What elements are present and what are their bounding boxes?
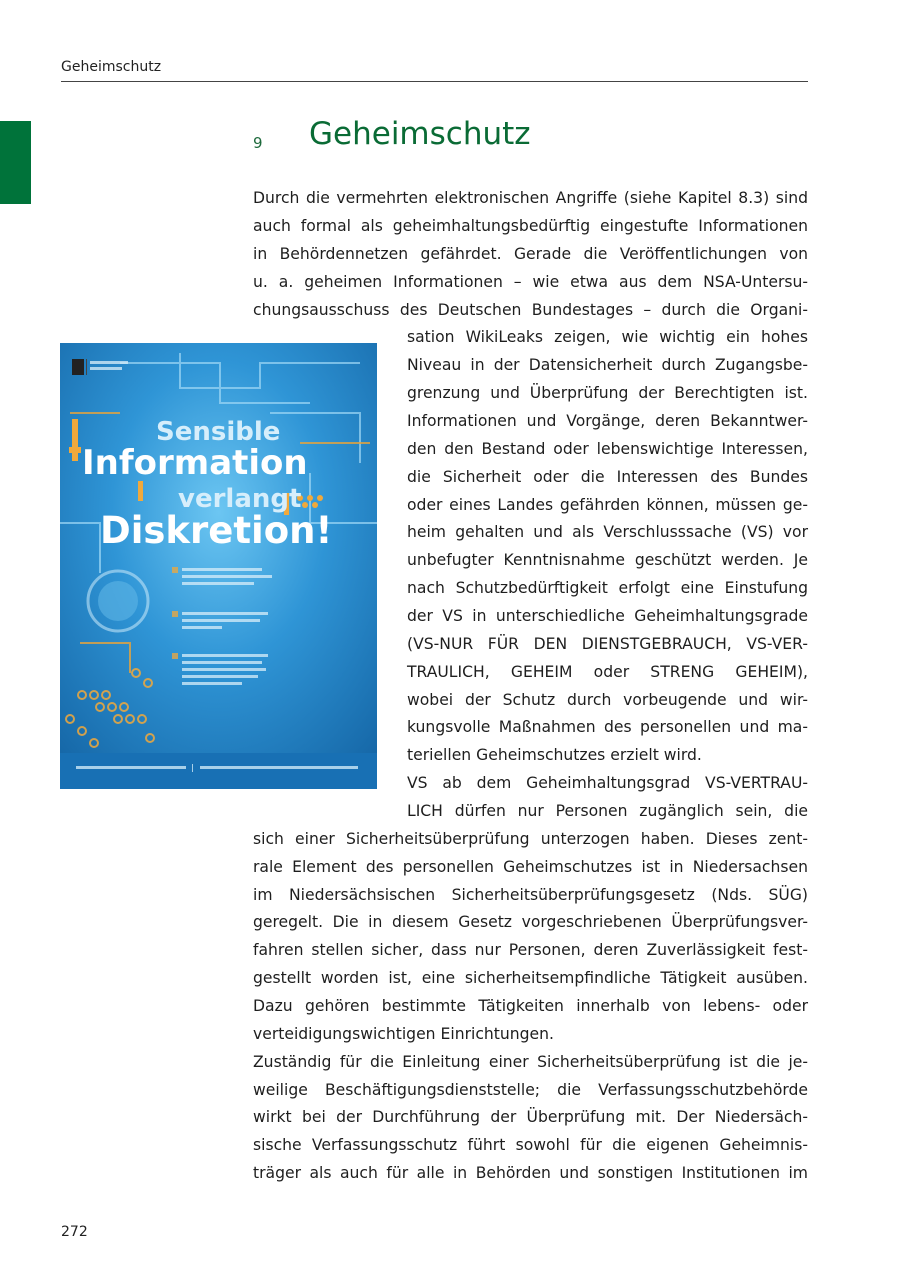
body-line: Durch die vermehrten elektronischen Angriffe (siehe Kapitel 8.3) sind: [253, 189, 808, 207]
poster-footer-band: [60, 753, 377, 789]
body-line: rale Element des personellen Geheimschutzes ist in Niedersachsen: [253, 858, 808, 876]
body-line: sation WikiLeaks zeigen, wie wichtig ein hohes: [407, 328, 808, 346]
body-line: heim gehalten und als Verschlusssache (VS) vor: [407, 523, 808, 541]
body-line: wirkt bei der Durchführung der Überprüfung mit. Der Niedersäch-: [253, 1108, 808, 1126]
body-line: den den Bestand oder lebenswichtige Interessen,: [407, 440, 808, 458]
body-line: Dazu gehören bestimmte Tätigkeiten innerhalb von lebens- oder: [253, 997, 808, 1015]
body-line: der VS in unterschiedliche Geheimhaltungsgrade: [407, 607, 808, 625]
body-line: chungsausschuss des Deutschen Bundestages – durch die Organi-: [253, 301, 808, 319]
poster-headline-line: Sensible: [156, 417, 281, 447]
chapter-number: 9: [253, 134, 263, 152]
body-line: LICH dürfen nur Personen zugänglich sein, die: [407, 802, 808, 820]
body-line: Informationen und Vorgänge, deren Bekanntwer-: [407, 412, 808, 430]
body-line: auch formal als geheimhaltungsbedürftig eingestufte Informationen: [253, 217, 808, 235]
body-line: unbefugter Kenntnisnahme geschützt werden. Je: [407, 551, 808, 569]
body-line: im Niedersächsischen Sicherheitsüberprüfungsgesetz (Nds. SÜG): [253, 886, 808, 904]
body-line: träger als auch für alle in Behörden und sonstigen Institutionen im: [253, 1164, 808, 1182]
poster-headline-line: Diskretion!: [100, 509, 333, 552]
poster-background: [60, 343, 377, 789]
body-line: oder eines Landes gefährden können, müssen ge-: [407, 496, 808, 514]
body-line: u. a. geheimen Informationen – wie etwa aus dem NSA-Untersu-: [253, 273, 808, 291]
running-head: Geheimschutz: [61, 59, 162, 75]
body-line: grenzung und Überprüfung der Berechtigten ist.: [407, 384, 808, 402]
body-line: die Sicherheit oder die Interessen des Bundes: [407, 468, 808, 486]
body-line: geregelt. Die in diesem Gesetz vorgeschriebenen Überprüfungsver-: [253, 913, 808, 931]
body-line: nach Schutzbedürftigkeit erfolgt eine Einstufung: [407, 579, 808, 597]
body-line: in Behördennetzen gefährdet. Gerade die Veröffentlichungen von: [253, 245, 808, 263]
body-line: VS ab dem Geheimhaltungsgrad VS-VERTRAU-: [407, 774, 808, 792]
chapter-tab-marker: [0, 121, 31, 204]
poster-headline-line: verlangt: [178, 484, 302, 514]
body-line: sich einer Sicherheitsüberprüfung unterzogen haben. Dieses zent-: [253, 830, 808, 848]
header-rule: [61, 81, 808, 82]
body-line: Niveau in der Datensicherheit durch Zugangsbe-: [407, 356, 808, 374]
poster-image: [60, 343, 377, 789]
body-line: sische Verfassungsschutz führt sowohl für die eigenen Geheimnis-: [253, 1136, 808, 1154]
body-line: wobei der Schutz durch vorbeugende und wir-: [407, 691, 808, 709]
body-line: Zuständig für die Einleitung einer Sicherheitsüberprüfung ist die je-: [253, 1053, 808, 1071]
body-line: gestellt worden ist, eine sicherheitsempfindliche Tätigkeit ausüben.: [253, 969, 808, 987]
poster-headline-line: Information: [82, 443, 308, 483]
body-line: verteidigungswichtigen Einrichtungen.: [253, 1025, 554, 1043]
body-line: TRAULICH, GEHEIM oder STRENG GEHEIM),: [407, 663, 808, 681]
page-number: 272: [61, 1224, 88, 1240]
body-line: (VS-NUR FÜR DEN DIENSTGEBRAUCH, VS-VER-: [407, 635, 808, 653]
body-line: fahren stellen sicher, dass nur Personen, deren Zuverlässigkeit fest-: [253, 941, 808, 959]
body-line: teriellen Geheimschutzes erzielt wird.: [407, 746, 702, 764]
body-line: kungsvolle Maßnahmen des personellen und ma-: [407, 718, 808, 736]
body-line: weilige Beschäftigungsdienststelle; die Verfassungsschutzbehörde: [253, 1081, 808, 1099]
chapter-title: Geheimschutz: [309, 116, 531, 152]
